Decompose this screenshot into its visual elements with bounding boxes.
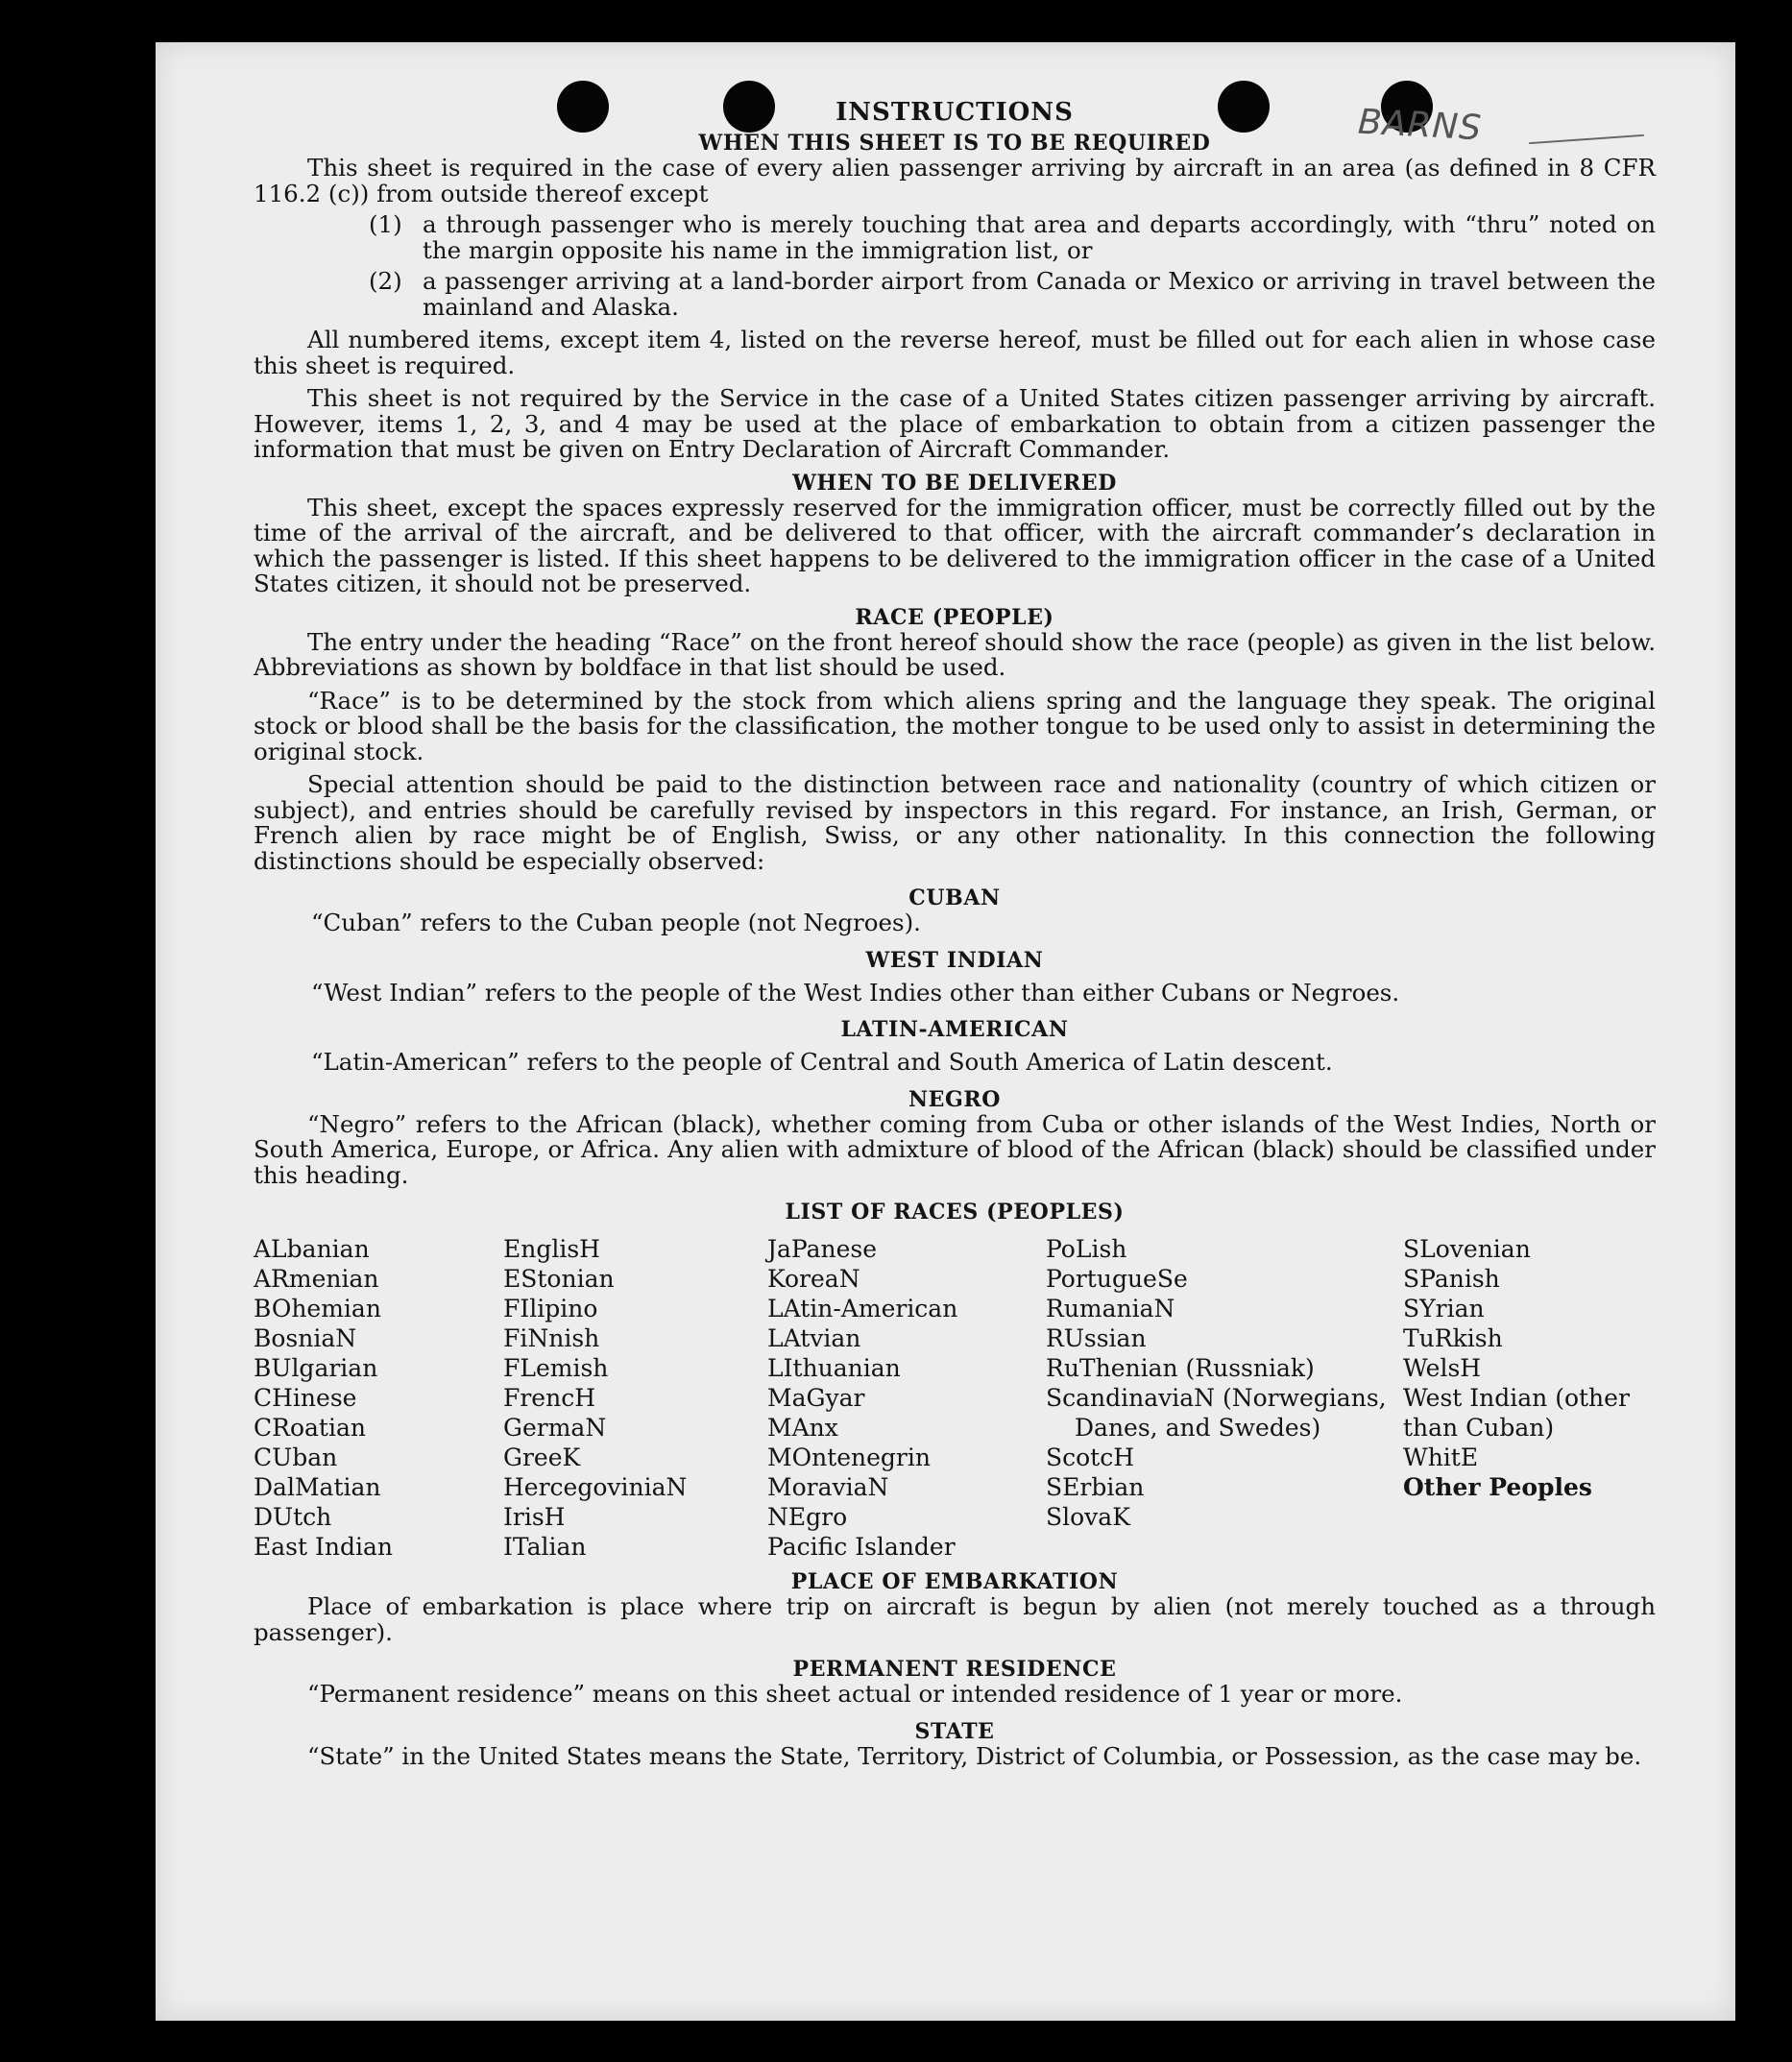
race-item: LAtvian xyxy=(767,1324,861,1352)
race-item: DUtch xyxy=(254,1503,332,1531)
race-item: RuThenian (Russniak) xyxy=(1046,1354,1315,1382)
races-column-2 xyxy=(503,1234,767,1562)
latin-american-heading: LATIN-AMERICAN xyxy=(840,1017,1069,1042)
race-item: SErbian xyxy=(1046,1473,1145,1501)
race-item: MoraviaN xyxy=(767,1473,889,1501)
when-required-paragraph-1: This sheet is required in the case of every alien passenger arriving by aircraft in an area (as defined in 8 CFR 116.2 (c)) from outside thereof except xyxy=(254,154,1656,207)
state-heading: STATE xyxy=(914,1718,995,1744)
race-item: SLovenian xyxy=(1403,1235,1531,1263)
cuban-heading: CUBAN xyxy=(908,885,1001,910)
race-item: MaGyar xyxy=(767,1384,865,1412)
race-item: ITalian xyxy=(503,1533,587,1561)
races-column-4 xyxy=(1046,1234,1403,1562)
race-item: SYrian xyxy=(1403,1295,1485,1322)
race-item: LIthuanian xyxy=(767,1354,901,1382)
races-column-5 xyxy=(1403,1234,1656,1562)
race-item: RUssian xyxy=(1046,1324,1147,1352)
race-item: FLemish xyxy=(503,1354,609,1382)
race-item: ALbanian xyxy=(254,1235,370,1263)
residence-definition: “Permanent residence” means on this sheet actual or intended residence of 1 year or more. xyxy=(307,1680,1403,1708)
latin-american-definition: “Latin-American” refers to the people of Central and South America of Latin descent. xyxy=(311,1048,1333,1076)
race-item: CHinese xyxy=(254,1384,357,1412)
race-item: DalMatian xyxy=(254,1473,381,1501)
residence-heading: PERMANENT RESIDENCE xyxy=(792,1657,1117,1682)
race-item: ARmenian xyxy=(254,1265,379,1293)
race-item: PoLish xyxy=(1046,1235,1127,1263)
negro-heading: NEGRO xyxy=(908,1086,1002,1112)
race-item: PortugueSe xyxy=(1046,1265,1188,1293)
exception-item-2 xyxy=(369,269,1656,320)
race-item: IrisH xyxy=(503,1503,566,1531)
state-definition: “State” in the United States means the State, Territory, District of Columbia, or Possession, as the case may be. xyxy=(307,1741,1642,1770)
embarkation-heading: PLACE OF EMBARKATION xyxy=(790,1569,1119,1594)
when-required-heading: WHEN THIS SHEET IS TO BE REQUIRED xyxy=(698,131,1211,156)
negro-definition: “Negro” refers to the African (black), whether coming from Cuba or other islands of the West Indies, North or South America, Europe, or Africa. Any alien with admixture of blood of the African (black) should be classified under this heading. xyxy=(254,1109,1656,1189)
race-item: CRoatian xyxy=(254,1414,366,1442)
race-item: TuRkish xyxy=(1403,1324,1503,1352)
race-item: GermaN xyxy=(503,1414,607,1442)
races-column-1 xyxy=(254,1234,503,1562)
race-item: MOntenegrin xyxy=(767,1443,931,1471)
west-indian-heading: WEST INDIAN xyxy=(865,947,1044,973)
list-of-races-table xyxy=(254,1234,1656,1562)
cuban-definition: “Cuban” refers to the Cuban people (not Negroes). xyxy=(311,909,921,936)
race-item: KoreaN xyxy=(767,1265,860,1293)
race-paragraph-2: “Race” is to be determined by the stock from which aliens spring and the language they speak. The original stock or blood shall be the basis for the classification, the mother tongue to be used only to assist in determining the original stock. xyxy=(254,686,1656,765)
race-item: WelsH xyxy=(1403,1354,1482,1382)
exception-item-2-text: a passenger arriving at a land-border airport from Canada or Mexico or arriving in travel between the mainland and Alaska. xyxy=(423,267,1656,321)
exception-item-1-text: a through passenger who is merely touching that area and departs accordingly, with “thru” noted on the margin opposite his name in the immigration list, or xyxy=(423,210,1656,264)
race-item: SlovaK xyxy=(1046,1503,1130,1531)
race-item: JaPanese xyxy=(767,1235,878,1263)
race-item: FIlipino xyxy=(503,1295,598,1322)
race-item: EStonian xyxy=(503,1265,615,1293)
race-item: Pacific Islander xyxy=(767,1533,956,1561)
when-required-paragraph-3: This sheet is not required by the Service in the case of a United States citizen passenger arriving by aircraft. However, items 1, 2, 3, and 4 may be used at the place of embarkation to obtain from a citizen passenger the information that must be given on Entry Declaration of Aircraft Commander. xyxy=(254,384,1656,463)
race-item: East Indian xyxy=(254,1533,393,1561)
races-column-3 xyxy=(767,1234,1046,1562)
race-item: MAnx xyxy=(767,1414,838,1442)
race-item: ScotcH xyxy=(1046,1443,1135,1471)
when-delivered-heading: WHEN TO BE DELIVERED xyxy=(792,470,1117,496)
race-item: BosniaN xyxy=(254,1324,357,1352)
instructions-title: INSTRUCTIONS xyxy=(835,98,1074,127)
race-item: CUban xyxy=(254,1443,338,1471)
race-item: EnglisH xyxy=(503,1235,600,1263)
race-item: FiNnish xyxy=(503,1324,600,1352)
race-item: ScandinaviaN (Norwegians, Danes, and Swedes) xyxy=(1046,1384,1387,1442)
document-content xyxy=(254,100,1656,1769)
race-item: LAtin-American xyxy=(767,1295,958,1322)
exception-item-2-number: (2) xyxy=(369,267,402,295)
race-item: WhitE xyxy=(1403,1443,1479,1471)
race-heading: RACE (PEOPLE) xyxy=(855,604,1054,630)
race-item: FrencH xyxy=(503,1384,595,1412)
race-item: GreeK xyxy=(503,1443,581,1471)
when-required-paragraph-2: All numbered items, except item 4, listed on the reverse hereof, must be filled out for each alien in whose case this sheet is required. xyxy=(254,326,1656,379)
embarkation-definition: Place of embarkation is place where trip on aircraft is begun by alien (not merely touched as a through passenger). xyxy=(254,1592,1656,1646)
race-item: HercegoviniaN xyxy=(503,1473,688,1501)
exception-item-1 xyxy=(369,212,1656,263)
race-paragraph-3: Special attention should be paid to the distinction between race and nationality (country of which citizen or subject), and entries should be carefully revised by inspectors in this regard. For instance, an Irish, German, or French alien by race might be of English, Swiss, or any other nationality. In this connection the following distinctions should be especially observed: xyxy=(254,770,1656,875)
west-indian-definition: “West Indian” refers to the people of the West Indies other than either Cubans or Negroes. xyxy=(311,978,1400,1007)
race-item: Other Peoples xyxy=(1403,1473,1592,1501)
race-item: NEgro xyxy=(767,1503,848,1531)
race-item: RumaniaN xyxy=(1046,1295,1175,1322)
race-item: BUlgarian xyxy=(254,1354,378,1382)
race-item: BOhemian xyxy=(254,1295,381,1322)
race-item: West Indian (other than Cuban) xyxy=(1403,1384,1630,1442)
when-delivered-paragraph: This sheet, except the spaces expressly reserved for the immigration officer, must be correctly filled out by the time of the arrival of the aircraft, and be delivered to that officer, with the aircraft commander’s declaration in which the passenger is listed. If this sheet happens to be delivered to the immigration officer in the case of a United States citizen, it should not be preserved. xyxy=(254,493,1656,597)
list-of-races-heading: LIST OF RACES (PEOPLES) xyxy=(785,1200,1125,1225)
handwritten-annotation: BARNS xyxy=(1357,102,1484,149)
exception-item-1-number: (1) xyxy=(369,210,402,238)
race-item: SPanish xyxy=(1403,1265,1500,1293)
race-paragraph-1: The entry under the heading “Race” on the front hereof should show the race (people) as given in the list below. Abbreviations as shown by boldface in that list should be used. xyxy=(254,627,1656,681)
